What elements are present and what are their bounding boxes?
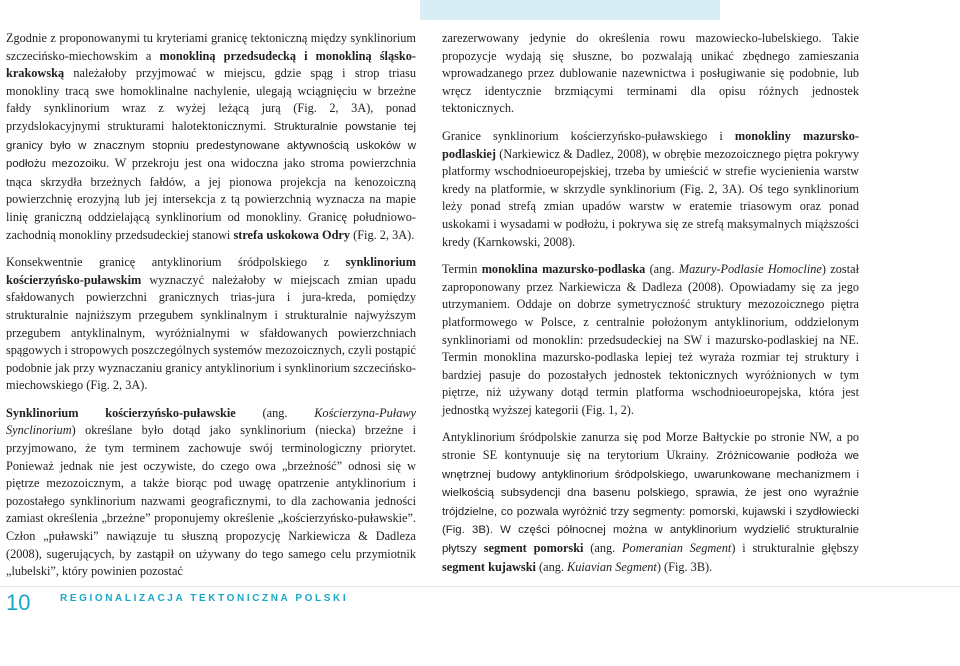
english-term: Mazury-Podlasie Homocline bbox=[678, 262, 822, 277]
right-text-column bbox=[442, 30, 859, 576]
top-bar-right-segment bbox=[720, 0, 960, 20]
left-text-column bbox=[6, 30, 416, 581]
left-paragraph-3: Synklinorium kościerzyńsko-puławskie (ang. Kościerzyna-Puławy Synclinorium) określane było dotąd jako synklinorium (niecka) brzeżne i przyjmowano, że tym terminem zachowuje swój terminologiczny priorytet. Ponieważ jednak nie jest oczywiste, do czego owa „brzeżność” odnosi się w piętrze mezozoicznym, a także biorąc pod uwagę opatrzenie antyklinorium i pozostałego synklinorium nazwami geograficznymi, to dla zachowania jedności zamiast określenia „brzeżne” proponujemy określenie „kościerzyńsko-puławskie”. Człon „puławski” nawiązuje tu słuszną propozycję Narkiewicza & Dadleza (2008), sugerujących, by zastąpił on używany do tego samego celu przymiotnik „lubelski”, który powinien pozostać bbox=[6, 405, 417, 579]
right-paragraph-4: Antyklinorium śródpolskie zanurza się pod Morze Bałtyckie po stronie NW, a po stronie SE kontynuuje się na terytorium Ukrainy. Zróżnicowanie podłoża we wnętrznej budowy antyklinorium śródpolskiego, uwarunkowane mechanizmem i wielkością subsydencji dna basenu polskiego, sprawia, że jest ono wyraźnie trójdzielne, co pozwala wyróżnić trzy segmenty: pomorski, kujawski i szydłowiecki (Fig. 3B). W części północnej można w antyklinorium wydzielić strukturalnie płytszy segment pomorski (ang. Pomeranian Segment) i strukturalnie głębszy segment kujawski (ang. Kuiavian Segment) (Fig. 3B). bbox=[442, 430, 860, 574]
term-kuiavian-segment: segment kujawski bbox=[442, 559, 536, 574]
top-decorative-bar bbox=[0, 0, 960, 20]
footer-divider bbox=[0, 586, 960, 587]
right-paragraph-1: zarezerwowany jedynie do określenia rowu mazowiecko-lubelskiego. Takie propozycje wydają się słuszne, bo pozwalają unikać zbędnego zamieszania wprowadzanego przez dublowanie nazewnictwa i posługiwanie się podobnie, lub wręcz identycznie brzmiącymi terminami dla opisu różnych jednostek tektonicznych. bbox=[442, 31, 859, 116]
heading-synclinorium-term: Synklinorium kościerzyńsko-puławskie bbox=[6, 405, 236, 420]
top-bar-accent-segment bbox=[420, 0, 720, 20]
term-mazury-podlasie: monoklina mazursko-podlaska bbox=[481, 262, 646, 277]
term-mazury-podlasie-monocline: monokliny mazursko-podlaskiej bbox=[442, 128, 859, 161]
english-term: Kościerzyna-Puławy Synclinorium bbox=[6, 405, 417, 438]
english-term: Kuiavian Segment bbox=[567, 559, 657, 574]
left-paragraph-2: Konsekwentnie granicę antyklinorium śródpolskiego z synklinorium kościerzyńsko-puławskim wyznaczyć należałoby w miejscach zmian upadu sfałdowanych powierzchni granicznych trias-jura i jura-kreda, pomiędzy strukturalnie najniższym przegubem synklinalnym i strukturalnie najwyższym przegubem antyklinalnym, wyróżnialnymi w sfałdowanych powierzchniach spągowych i stropowych poszczególnych systemów mezozoicznych, czyli postąpić podobnie jak przy wyznaczaniu granicy antyklinorium i synklinorium szczecińsko-miechowskiego (Fig. 2, 3A). bbox=[6, 255, 416, 393]
page-number: 10 bbox=[6, 590, 31, 615]
left-paragraph-1: Zgodnie z proponowanymi tu kryteriami granicę tektoniczną między synklinorium szczecińsko-miechowskim a monokliną przedsudecką i monokliną śląsko-krakowską należałoby przyjmować w miejscu, gdzie spąg i strop triasu monokliny tracą swe homoklinalne nachylenie, ulegają wciągnięciu w brzeżne fałdy synklinorium wraz z wyżej leżącą jurą (Fig. 2, 3A), ponad przydslokacyjnymi strukturami halotektonicznymi. Strukturalnie powstanie tej granicy było w znacznym stopniu predestynowane aktywnością uskoków w podłożu mezozoiku. W przekroju jest ona widoczna jako stroma powierzchnia tnąca skrzydła brzeżnych fałdów, a jej pionowa projekcja na kenozoiczną powierzchnię erozyjną lub jej intersekcja z tą powierzchnią wyznacza na mapie linię graniczną oddzielającą synklinorium od monokliny. Granicę południowo-zachodnią monokliny przedsudeckiej stanowi strefa uskokowa Odry (Fig. 2, 3A). bbox=[6, 31, 416, 242]
top-bar-left-segment bbox=[0, 0, 420, 20]
term-odra-fault-zone: strefa uskokowa Odry bbox=[233, 227, 351, 242]
english-term: Pomeranian Segment bbox=[622, 541, 732, 556]
term-monocline-boundary: monokliną przedsudecką i monokliną śląsko-krakowską bbox=[6, 48, 416, 81]
right-paragraph-2: Granice synklinorium kościerzyńsko-puławskiego i monokliny mazursko-podlaskiej (Narkiewicz & Dadlez, 2008), w obrębie mezozoicznego piętra pokrywy platformy wschodnioeuropejskiej, trzeba by umieścić w strefie wycienienia warstw kredy na platformie, w skrzydle synklinorium (Fig. 2, 3A). Oś tego synklinorium leży ponad strefą zmian upadów warstw w eratemie triasowym oraz ponad uskokami i wysadami w podłożu, i pokrywa się ze strefą maksymalnych miąższości kredy (Karnkowski, 2008). bbox=[442, 128, 859, 249]
term-pomeranian-segment: segment pomorski bbox=[483, 541, 584, 556]
term-koscierzyna-pulawy-synclinorium: synklinorium kościerzyńsko-puławskim bbox=[6, 255, 416, 287]
running-title: REGIONALIZACJA TEKTONICZNA POLSKI bbox=[60, 593, 349, 604]
right-paragraph-3: Termin monoklina mazursko-podlaska (ang. Mazury-Podlasie Homocline) został zaproponowany przez Narkiewicza & Dadleza (2008). Opowiadamy się za jego utrzymaniem. Oddaje on dobrze symetryczność struktury mezozoicznego piętra platformowego w Polsce, z centralnie położonym antyklinorium, oddzielonym synklinoriami od monoklin: przedsudeckiej na SW i mazursko-podlaskiej na NE. Termin monoklina mazursko-podlaska lepiej też wyraża rozmiar tej struktury i bardziej pasuje do pozostałych jednostek tektonicznych wyróżnionych w tym piętrze, niż używany dotąd termin platforma wschodnioeuropejska, która jest jednostką wyższej kategorii (Fig. 1, 2). bbox=[442, 262, 859, 417]
